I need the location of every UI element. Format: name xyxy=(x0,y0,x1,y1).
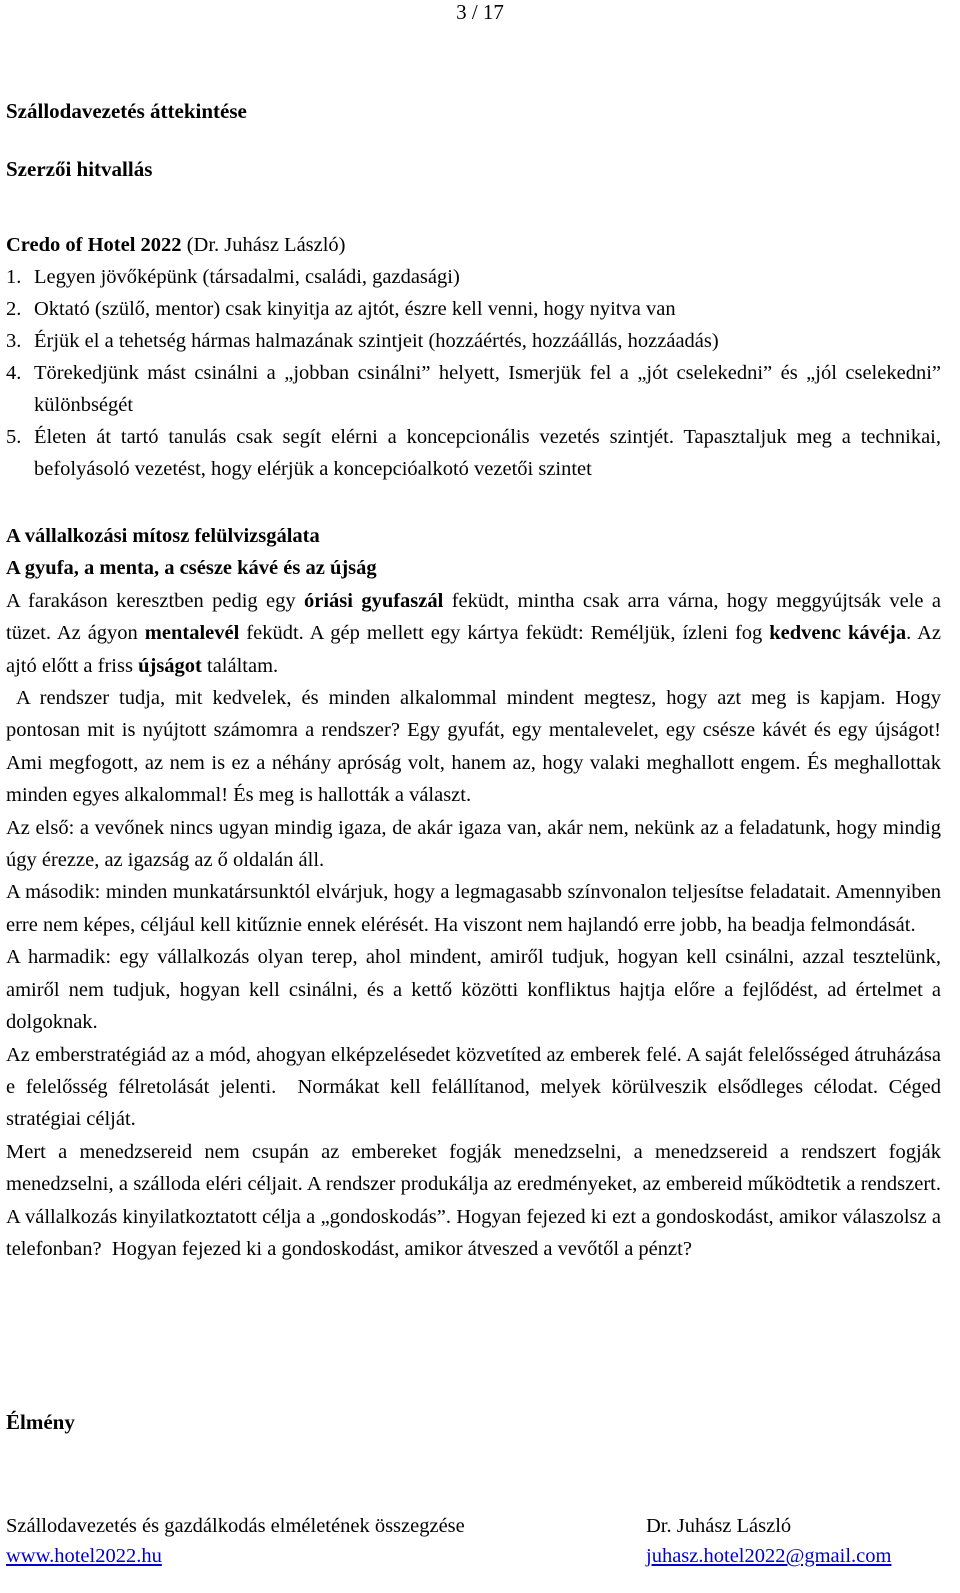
emphasis-text: mentalevél xyxy=(144,622,240,645)
paragraph: Az első: a vevőnek nincs ugyan mindig igaza, de akár igaza van, akár nem, nekünk az a feladatunk, hogy mindig úgy érezze, az igazság az ő oldalán áll. xyxy=(6,816,941,872)
email-link[interactable]: juhasz.hotel2022@gmail.com xyxy=(646,1545,892,1567)
website-link[interactable]: www.hotel2022.hu xyxy=(6,1545,162,1567)
paragraph-text: feküdt. A gép mellett egy kártya feküdt: Reméljük, ízleni fog xyxy=(239,622,770,645)
credo-item-number: 5. xyxy=(6,426,22,448)
credo-item xyxy=(6,325,941,357)
paragraph: Mert a menedzsereid nem csupán az embereket fogják menedzselni, a menedzsereid a rendszert fogják menedzselni, a szálloda eléri céljait. A rendszer produkálja az eredményeket, az embereid működtetik a rendszert. A vállalkozás kinyilatkoztatott célja a „gondoskodás”. Hogyan fejezed ki ezt a gondoskodást, amikor válaszolsz a telefonban? Hogyan fejezed ki a gondoskodást, amikor átveszed a vevőtől a pénzt? xyxy=(6,1140,947,1260)
credo-section xyxy=(6,229,941,485)
credo-item xyxy=(6,421,941,485)
myth-section xyxy=(6,520,947,1265)
credo-title xyxy=(6,229,941,261)
heading-author-creed: Szerzői hitvallás xyxy=(6,157,153,181)
page-number: 3 / 17 xyxy=(456,0,504,24)
footer-book-title: Szállodavezetés és gazdálkodás elméletének összegzése xyxy=(6,1515,465,1537)
credo-item-text: Életen át tartó tanulás csak segít elérni a koncepcionális vezetés szintjét. Tapasztaljuk meg a technikai, befolyásoló vezetést, hogy elérjük a koncepcióalkotó vezetői szintet xyxy=(34,426,941,480)
credo-item-number: 2. xyxy=(6,298,22,320)
credo-item-number: 1. xyxy=(6,266,22,288)
emphasis-text: kedvenc kávéja xyxy=(769,622,907,645)
paragraph xyxy=(6,585,941,682)
paragraph: Az emberstratégiád az a mód, ahogyan elképzelésedet közvetíted az emberek felé. A saját felelősséged átruházása e felelősség félretolását jelenti. Normákat kell felállítanod, melyek körülveszik elsődleges célodat. Céged stratégiai célját. xyxy=(6,1043,947,1131)
paragraph-text: . Az ajtó előtt a friss xyxy=(6,622,941,677)
footer-row xyxy=(6,1541,941,1571)
credo-item xyxy=(6,261,941,293)
credo-item-text: Legyen jövőképünk (társadalmi, családi, gazdasági) xyxy=(34,266,460,288)
paragraph: A második: minden munkatársunktól elvárjuk, hogy a legmagasabb színvonalon teljesítse feladatait. Amennyiben erre nem képes, céljául kell kitűznie ennek elérését. Ha viszont nem hajlandó erre jobb, ha beadja felmondását. xyxy=(6,881,941,936)
credo-item-text: Törekedjünk mást csinálni a „jobban csinálni” helyett, Ismerjük fel a „jót cselekedni” és „jól cselekedni” különbségét xyxy=(34,362,941,416)
paragraph-text: feküdt, mintha csak arra várna, hogy meggyújtsák vele a tüzet. Az ágyon xyxy=(6,589,941,645)
footer-row xyxy=(6,1511,941,1541)
footer-author: Dr. Juhász László xyxy=(646,1515,792,1537)
credo-item xyxy=(6,357,941,421)
paragraph-text: A farakáson keresztben pedig egy xyxy=(6,589,304,612)
credo-item-number: 4. xyxy=(6,362,22,384)
section-subtitle: A gyufa, a menta, a csésze kávé és az újság xyxy=(6,557,377,580)
heading-overview: Szállodavezetés áttekintése xyxy=(6,99,247,123)
paragraph: A harmadik: egy vállalkozás olyan terep, ahol mindent, amiről tudjuk, hogyan kell csinálni, azzal tesztelünk, amiről nem tudjuk, hogyan kell csinálni, és a kettő közötti konfliktus hajtja előre a fejlődést, ad értelmet a dolgoknak. xyxy=(6,946,941,1034)
credo-item-text: Oktató (szülő, mentor) csak kinyitja az ajtót, észre kell venni, hogy nyitva van xyxy=(34,298,676,320)
credo-item xyxy=(6,293,941,325)
paragraph-text: találtam. xyxy=(201,654,279,677)
footer-website-wrap xyxy=(6,1541,646,1571)
credo-item-text: Érjük el a tehetség hármas halmazának szintjeit (hozzáértés, hozzáállás, hozzáadás) xyxy=(34,330,719,352)
credo-item-number: 3. xyxy=(6,330,22,352)
credo-title-author: (Dr. Juhász László) xyxy=(181,234,346,256)
emphasis-text: óriási gyufaszál xyxy=(303,589,444,612)
page-footer xyxy=(6,1511,941,1571)
paragraph: A rendszer tudja, mit kedvelek, és minden alkalommal mindent megtesz, hogy azt meg is kapjam. Hogy pontosan mit is nyújtott számomra a rendszer? Egy gyufát, egy mentalevelet, egy csésze kávét és egy újságot! Ami megfogott, az nem is ez a néhány apróság volt, hanem az, hogy valaki meghallott engem. És meghallottak minden egyes alkalommal! És meg is hallották a választ. xyxy=(6,687,947,807)
section-title: A vállalkozási mítosz felülvizsgálata xyxy=(6,525,320,547)
heading-experience: Élmény xyxy=(6,1410,75,1434)
credo-list xyxy=(6,261,941,485)
emphasis-text: újságot xyxy=(138,654,202,677)
credo-title-bold: Credo of Hotel 2022 xyxy=(6,234,182,256)
